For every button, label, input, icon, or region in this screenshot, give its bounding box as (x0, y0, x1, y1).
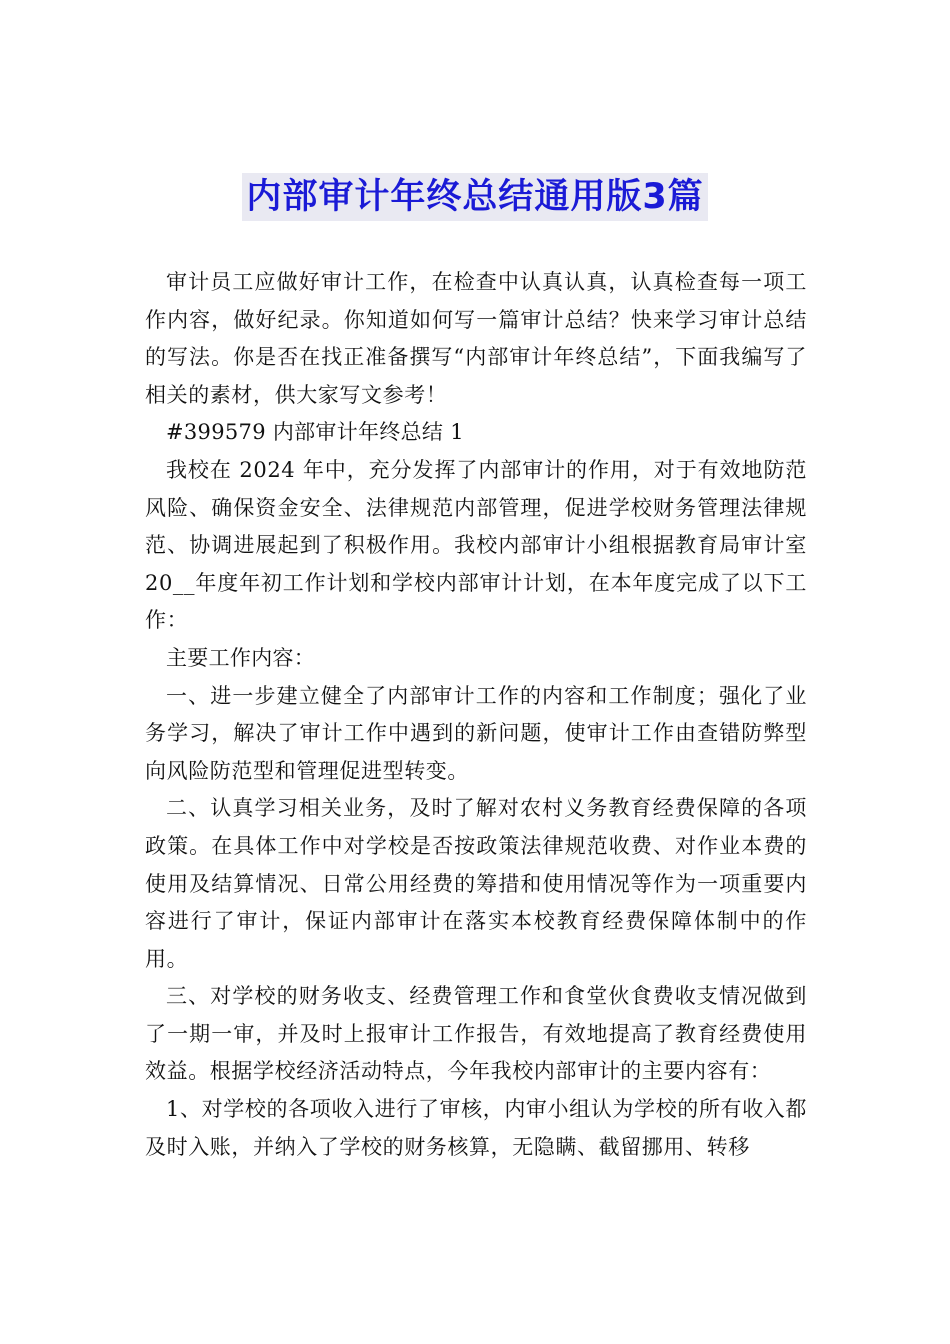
title-container (0, 173, 950, 221)
section-heading: #399579 内部审计年终总结 1 (166, 420, 464, 445)
body-paragraph: 三、对学校的财务收支、经费管理工作和食堂伙食费收支情况做到了一期一审，并及时上报审计工作报告，有效地提高了教育经费使用效益。根据学校经济活动特点，今年我校内部审计的主要内容有： (145, 984, 807, 1084)
body-paragraph: 一、进一步建立健全了内部审计工作的内容和工作制度；强化了业务学习，解决了审计工作中遇到的新问题，使审计工作由查错防弊型向风险防范型和管理促进型转变。 (145, 683, 807, 783)
body-paragraph: 1、对学校的各项收入进行了审核，内审小组认为学校的所有收入都及时入账，并纳入了学校的财务核算，无隐瞒、截留挪用、转移 (145, 1097, 807, 1159)
intro-paragraph: 审计员工应做好审计工作，在检查中认真认真，认真检查每一项工作内容，做好纪录。你知道如何写一篇审计总结？快来学习审计总结的写法。你是否在找正准备撰写“内部审计年终总结”，下面我编写了相关的素材，供大家写文参考！ (145, 270, 807, 407)
body-paragraph: 我校在 2024 年中，充分发挥了内部审计的作用，对于有效地防范风险、确保资金安全、法律规范内部管理，促进学校财务管理法律规范、协调进展起到了积极作用。我校内部审计小组根据教育局审计室 20__年度年初工作计划和学校内部审计计划，在本年度完成了以下工作： (145, 457, 807, 633)
document-body (145, 264, 807, 1166)
body-paragraph: 二、认真学习相关业务，及时了解对农村义务教育经费保障的各项政策。在具体工作中对学校是否按政策法律规范收费、对作业本费的使用及结算情况、日常公用经费的筹措和使用情况等作为一项重要内容进行了审计，保证内部审计在落实本校教育经费保障体制中的作用。 (145, 796, 807, 971)
document-title: 内部审计年终总结通用版3篇 (242, 173, 707, 221)
subheading: 主要工作内容： (166, 645, 316, 670)
